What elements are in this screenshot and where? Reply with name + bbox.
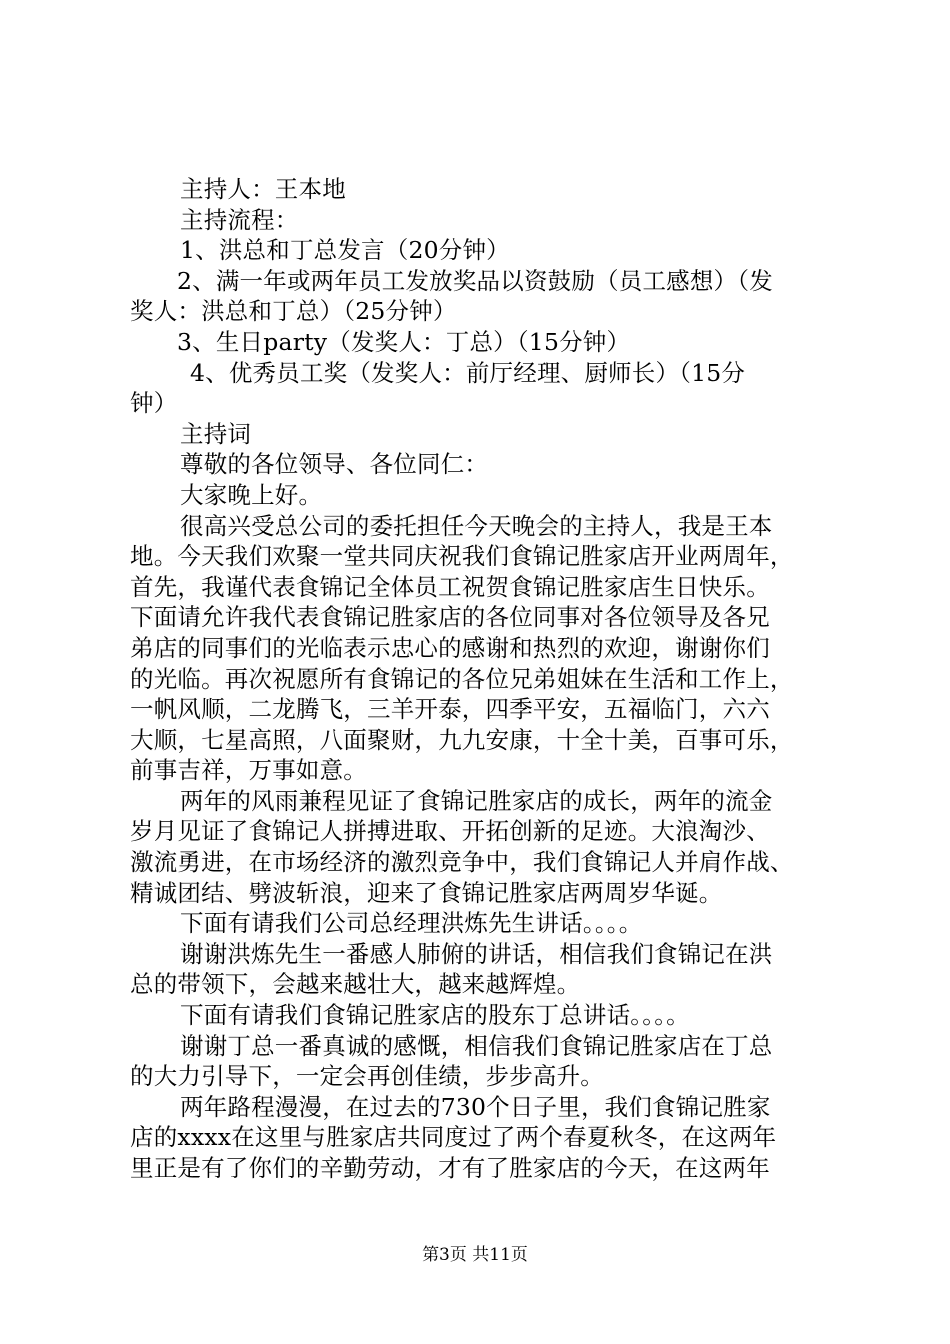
paragraph-line: 店的xxxx在这里与胜家店共同度过了两个春夏秋冬，在这两年 [130,1123,777,1152]
paragraph-line: 谢谢丁总一番真诚的感慨，相信我们食锦记胜家店在丁总 [180,1031,773,1060]
paragraph-line: 的光临。再次祝愿所有食锦记的各位兄弟姐妹在生活和工作上， [130,664,794,693]
paragraph-line: 的大力引导下，一定会再创佳绩，步步高升。 [130,1062,604,1091]
document-body [130,174,830,1184]
paragraph-line: 首先，我谨代表食锦记全体员工祝贺食锦记胜家店生日快乐。 [130,572,770,601]
paragraph-line: 一帆风顺，二龙腾飞，三羊开泰，四季平安，五福临门，六六 [130,695,770,724]
paragraph-line: 两年路程漫漫，在过去的730个日子里，我们食锦记胜家 [180,1092,771,1121]
process-item-4: 4、优秀员工奖（发奖人：前厅经理、厨师长）（15分 [190,358,746,387]
paragraph-line: 弟店的同事们的光临表示忠心的感谢和热烈的欢迎，谢谢你们 [130,633,770,662]
process-item-4-cont: 钟） [130,389,178,418]
paragraph-line: 下面请允许我代表食锦记胜家店的各位同事对各位领导及各兄 [130,603,770,632]
page-number-footer: 第3页 共11页 [422,1245,528,1265]
process-item-2: 2、满一年或两年员工发放奖品以资鼓励（员工感想）（发 [177,266,773,295]
process-item-2-cont: 奖人：洪总和丁总）（25分钟） [130,297,457,326]
paragraph-line: 精诚团结、劈波斩浪，迎来了食锦记胜家店两周岁华诞。 [130,878,723,907]
paragraph-line: 下面有请我们食锦记胜家店的股东丁总讲话。。。。 [180,1001,690,1030]
paragraph-line: 里正是有了你们的辛勤劳动，才有了胜家店的今天，在这两年 [130,1154,770,1182]
paragraph-line: 前事吉祥，万事如意。 [130,756,367,785]
process-item-1: 1、洪总和丁总发言（20分钟） [180,236,510,265]
paragraph-line: 岁月见证了食锦记人拼搏进取、开拓创新的足迹。大浪淘沙、 [130,817,770,846]
script-heading: 主持词 [180,419,252,448]
paragraph-line: 两年的风雨兼程见证了食锦记胜家店的成长，两年的流金 [180,786,773,815]
greeting: 大家晚上好。 [180,480,323,509]
paragraph-line: 下面有请我们公司总经理洪炼先生讲话。。。。 [180,909,643,938]
process-heading: 主持流程： [180,205,299,234]
paragraph-line: 很高兴受总公司的委托担任今天晚会的主持人，我是王本 [180,511,773,540]
paragraph-line: 激流勇进，在市场经济的激烈竞争中，我们食锦记人并肩作战、 [130,848,794,877]
paragraph-line: 谢谢洪炼先生一番感人肺俯的讲话，相信我们食锦记在洪 [180,939,773,968]
host-line: 主持人：王本地 [180,175,346,203]
process-item-3: 3、生日party（发奖人：丁总）（15分钟） [177,327,631,356]
paragraph-line: 地。今天我们欢聚一堂共同庆祝我们食锦记胜家店开业两周年， [130,542,794,571]
paragraph-line: 总的带领下，会越来越壮大，越来越辉煌。 [130,970,581,999]
paragraph-line: 大顺，七星高照，八面聚财，九九安康，十全十美，百事可乐， [130,725,794,754]
salutation: 尊敬的各位领导、各位同仁： [180,450,489,479]
